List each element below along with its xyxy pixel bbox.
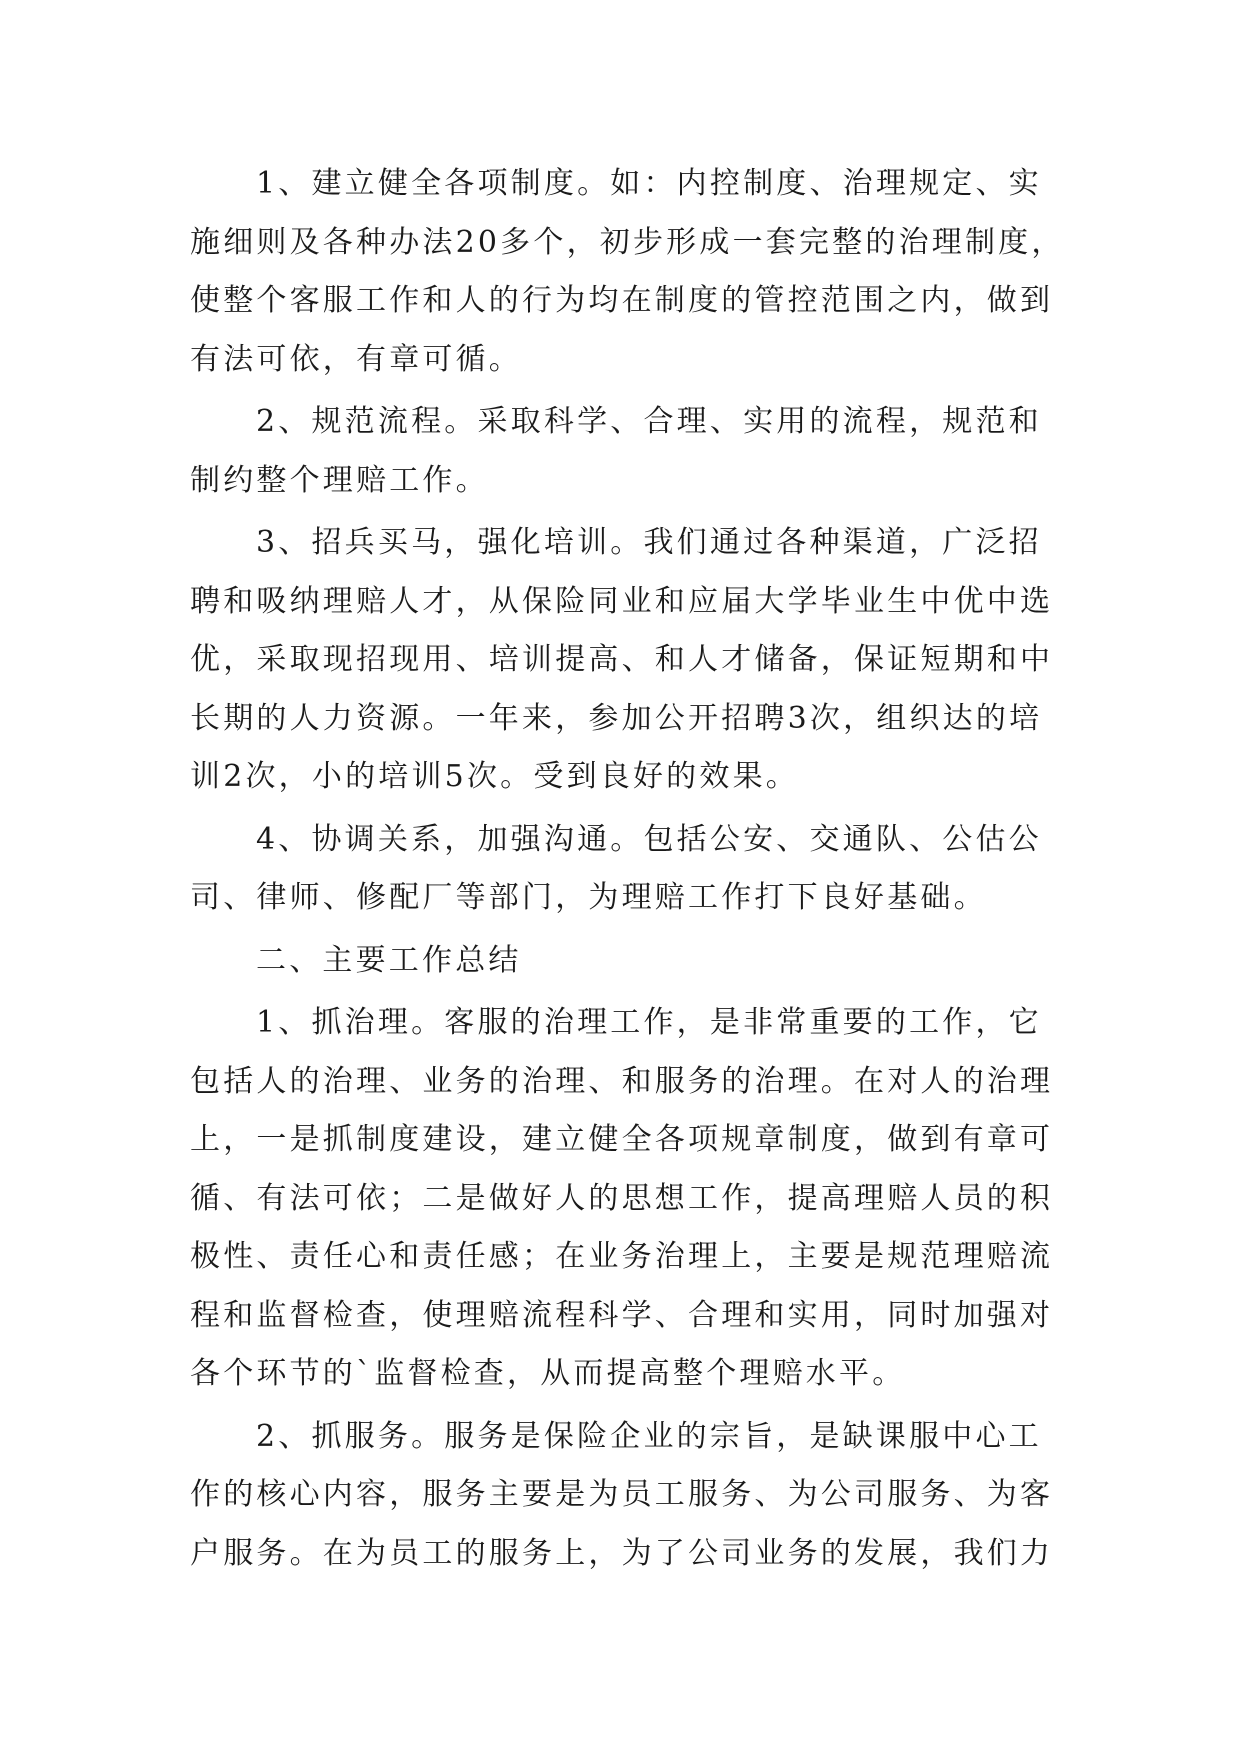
text-line: 训2次，小的培训5次。受到良好的效果。 (190, 759, 799, 794)
text-line: 2、规范流程。采取科学、合理、实用的流程，规范和 (256, 404, 1042, 439)
paragraph-recruit-train (190, 514, 1070, 807)
text-line: 作的核心内容，服务主要是为员工服务、为公司服务、为客 (190, 1477, 1054, 1512)
text-line: 极性、责任心和责任感；在业务治理上，主要是规范理赔流 (190, 1239, 1054, 1274)
paragraph-establish-systems (190, 155, 1070, 389)
paragraph-management (190, 994, 1070, 1404)
text-line: 1、建立健全各项制度。如：内控制度、治理规定、实 (256, 166, 1042, 201)
section-heading-main-work-summary (190, 932, 1070, 991)
document-body (190, 155, 1070, 1587)
text-line: 聘和吸纳理赔人才，从保险同业和应届大学毕业生中优中选 (190, 583, 1054, 619)
text-line: 4、协调关系，加强沟通。包括公安、交通队、公估公 (256, 821, 1042, 857)
text-line: 上，一是抓制度建设，建立健全各项规章制度，做到有章可 (190, 1122, 1054, 1157)
text-line: 循、有法可依；二是做好人的思想工作，提高理赔人员的积 (190, 1180, 1054, 1216)
paragraph-service (190, 1408, 1070, 1584)
text-line: 有法可依，有章可循。 (190, 341, 522, 377)
text-line: 3、招兵买马，强化培训。我们通过各种渠道，广泛招 (256, 525, 1042, 560)
text-line: 司、律师、修配厂等部门，为理赔工作打下良好基础。 (190, 880, 987, 915)
text-line: 户服务。在为员工的服务上，为了公司业务的发展，我们力 (190, 1535, 1054, 1571)
text-line: 程和监督检查，使理赔流程科学、合理和实用，同时加强对 (190, 1297, 1054, 1333)
text-line: 1、抓治理。客服的治理工作，是非常重要的工作，它 (256, 1005, 1042, 1040)
text-line: 制约整个理赔工作。 (190, 462, 489, 498)
text-line: 长期的人力资源。一年来，参加公开招聘3次，组织达的培 (190, 700, 1043, 736)
paragraph-standardize-process (190, 393, 1070, 510)
text-line: 施细则及各种办法20多个，初步形成一套完整的治理制度， (190, 224, 1065, 260)
text-line: 各个环节的`监督检查，从而提高整个理赔水平。 (190, 1356, 906, 1391)
text-line: 使整个客服工作和人的行为均在制度的管控范围之内，做到 (190, 283, 1054, 318)
text-line: 包括人的治理、业务的治理、和服务的治理。在对人的治理 (190, 1063, 1054, 1099)
text-line: 优，采取现招现用、培训提高、和人才储备，保证短期和中 (190, 642, 1054, 677)
section-heading-text: 二、主要工作总结 (256, 942, 522, 978)
paragraph-coordinate-relations (190, 811, 1070, 928)
text-line: 2、抓服务。服务是保险企业的宗旨，是缺课服中心工 (256, 1418, 1042, 1454)
